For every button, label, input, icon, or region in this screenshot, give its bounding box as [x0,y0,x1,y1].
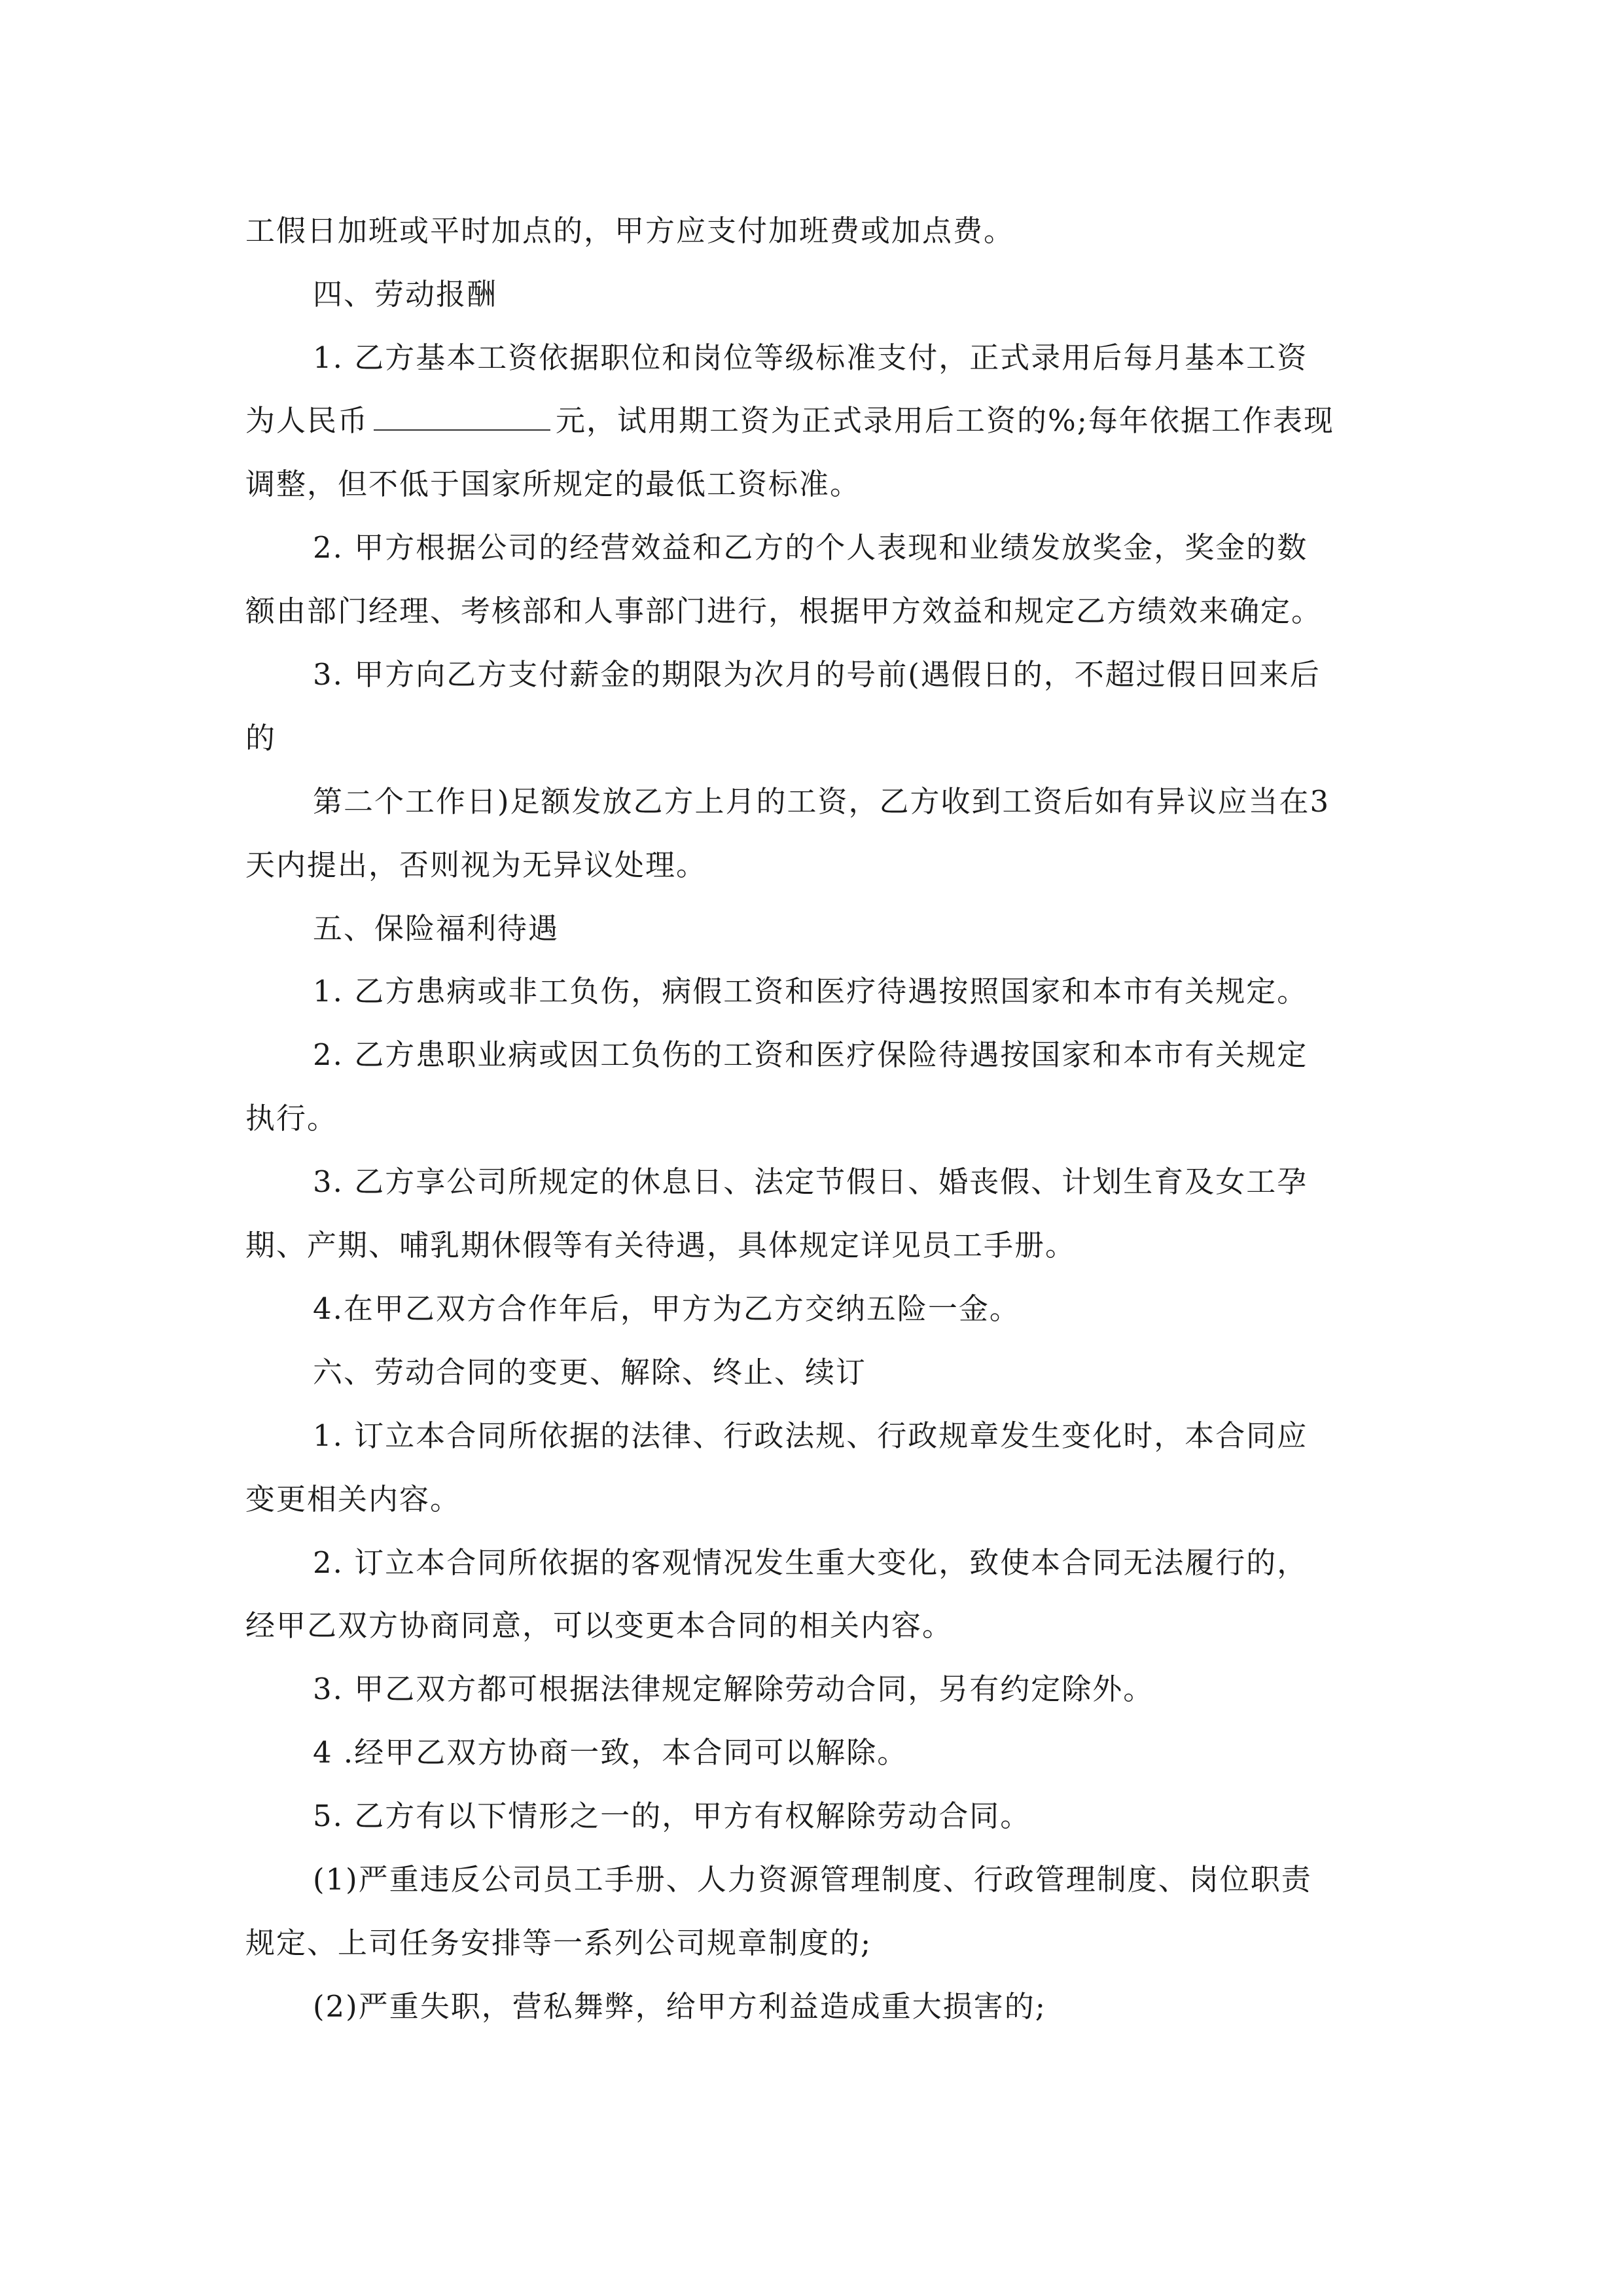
section-heading: 六、劳动合同的变更、解除、终止、续订 [313,1355,867,1390]
text-line: 第二个工作日)足额发放乙方上月的工资，乙方收到工资后如有异议应当在3 [313,784,1330,819]
text-line: 执行。 [245,1101,338,1136]
text-line: 工假日加班或平时加点的，甲方应支付加班费或加点费。 [245,213,1015,248]
text-line: 1. 乙方基本工资依据职位和岗位等级标准支付，正式录用后每月基本工资 [313,340,1308,375]
text-line: 4.在甲乙双方合作年后，甲方为乙方交纳五险一金。 [313,1291,1020,1326]
fill-in-blank [374,403,550,431]
text-line: 1. 订立本合同所依据的法律、行政法规、行政规章发生变化时，本合同应 [313,1418,1308,1453]
text-segment: 为人民币 [245,403,369,438]
text-line: 规定、上司任务安排等一系列公司规章制度的; [245,1926,872,1960]
section-heading: 五、保险福利待遇 [313,911,560,946]
text-line: 期、产期、哺乳期休假等有关待遇，具体规定详见员工手册。 [245,1228,1077,1263]
text-line: 4 .经甲乙双方协商一致，本合同可以解除。 [313,1735,908,1770]
text-line: 额由部门经理、考核部和人事部门进行，根据甲方效益和规定乙方绩效来确定。 [245,594,1323,628]
text-line: 的 [245,721,277,755]
text-line: 经甲乙双方协商同意，可以变更本合同的相关内容。 [245,1608,954,1643]
text-line: 3. 乙方享公司所规定的休息日、法定节假日、婚丧假、计划生育及女工孕 [313,1164,1308,1199]
text-line: 天内提出，否则视为无异议处理。 [245,848,707,882]
text-line: 调整，但不低于国家所规定的最低工资标准。 [245,467,861,501]
text-line: 3. 甲乙双方都可根据法律规定解除劳动合同，另有约定除外。 [313,1672,1154,1706]
text-segment: 元，试用期工资为正式录用后工资的%;每年依据工作表现 [556,403,1334,438]
text-line: (2)严重失职，营私舞弊，给甲方利益造成重大损害的; [313,1989,1046,2024]
text-line: 3. 甲方向乙方支付薪金的期限为次月的号前(遇假日的，不超过假日回来后 [313,657,1321,692]
text-line: 5. 乙方有以下情形之一的，甲方有权解除劳动合同。 [313,1799,1031,1833]
text-line: 2. 订立本合同所依据的客观情况发生重大变化，致使本合同无法履行的， [313,1545,1308,1580]
text-line: 变更相关内容。 [245,1482,461,1516]
text-line: (1)严重违反公司员工手册、人力资源管理制度、行政管理制度、岗位职责 [313,1862,1312,1897]
text-line [245,401,1334,440]
text-line: 2. 乙方患职业病或因工负伤的工资和医疗保险待遇按国家和本市有关规定 [313,1037,1308,1072]
section-heading: 四、劳动报酬 [313,277,498,312]
text-line: 1. 乙方患病或非工负伤，病假工资和医疗待遇按照国家和本市有关规定。 [313,974,1308,1009]
text-line: 2. 甲方根据公司的经营效益和乙方的个人表现和业绩发放奖金，奖金的数 [313,530,1308,565]
